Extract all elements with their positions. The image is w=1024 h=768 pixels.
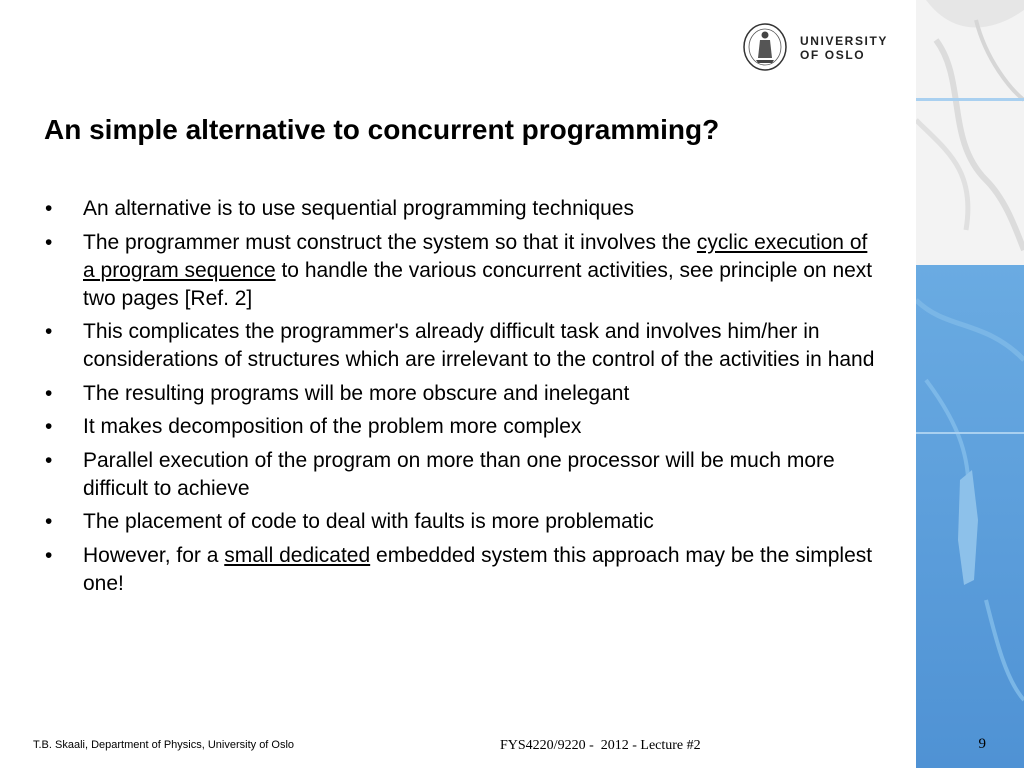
bullet-text: The placement of code to deal with faults is more problematic — [83, 510, 654, 533]
bullet-text: However, for a — [83, 543, 219, 567]
bullet-text: An alternative is to use sequential programming techniques — [83, 197, 634, 220]
bullet-item — [44, 229, 884, 313]
logo-line-university: UNIVERSITY — [800, 34, 889, 48]
footer-author: T.B. Skaali, Department of Physics, University of Oslo — [33, 739, 295, 751]
bullet-list — [44, 195, 884, 603]
bullet-item — [44, 447, 884, 503]
bullet-dot-icon: • — [45, 320, 53, 343]
university-wordmark — [800, 34, 888, 62]
decorative-side-panel — [916, 0, 1024, 768]
bullet-text: The programmer must construct the system so that it involves the — [83, 230, 692, 254]
bullet-dot-icon: • — [45, 543, 53, 567]
bullet-item — [44, 195, 884, 223]
bullet-dot-icon: • — [45, 510, 53, 533]
bullet-item — [44, 508, 884, 536]
logo-line-of-oslo: OF OSLO — [800, 48, 866, 62]
bullet-item — [44, 542, 884, 598]
university-logo — [742, 22, 902, 76]
bullet-dot-icon: • — [45, 448, 53, 472]
bullet-item — [44, 380, 884, 408]
bullet-text: It makes decomposition of the problem more complex — [83, 415, 582, 438]
bullet-text-continued: embedded system this approach may be the simplest one! — [83, 543, 873, 595]
bullet-item — [44, 318, 884, 374]
sculpture-background-icon — [916, 0, 1024, 768]
university-seal-icon — [742, 22, 788, 72]
bullet-dot-icon: • — [45, 197, 53, 220]
bullet-item — [44, 413, 884, 441]
underlined-phrase: small dedicated — [224, 543, 371, 567]
bullet-text: Parallel execution of the program on more than one processor will be much more difficult to achieve — [83, 448, 835, 500]
bullet-dot-icon: • — [45, 230, 53, 254]
footer-course: FYS4220/9220 - 2012 - Lecture #2 — [500, 738, 701, 753]
bullet-text-continued: to handle the various concurrent activities, see principle on next two pages [Ref. 2] — [83, 258, 873, 310]
bullet-text: The resulting programs will be more obscure and inelegant — [83, 381, 630, 405]
page-number: 9 — [978, 736, 986, 752]
slide-title: An simple alternative to concurrent programming? — [44, 114, 720, 145]
bullet-text: This complicates the programmer's already difficult task and involves him/her in considerations of structures which are irrelevant to the control of the activities in hand — [83, 320, 875, 371]
bullet-dot-icon: • — [45, 381, 53, 405]
bullet-dot-icon: • — [45, 415, 53, 438]
underlined-phrase: cyclic execution of a program sequence — [83, 230, 868, 282]
